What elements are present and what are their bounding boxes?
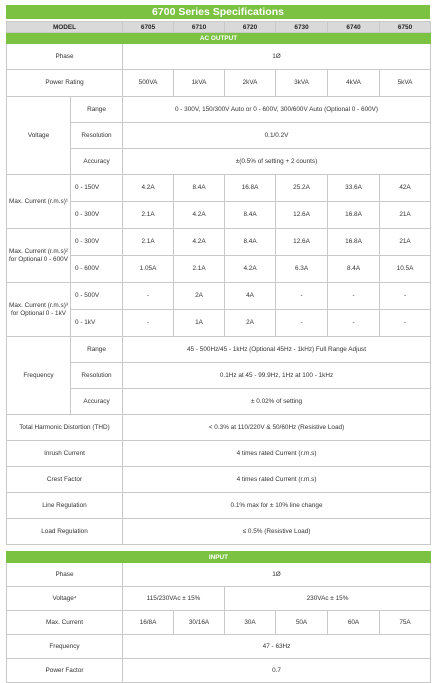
voltage-resolution-row — [7, 123, 431, 149]
input-frequency-value: 47 - 63Hz — [123, 635, 431, 659]
model-6750: 6750 — [380, 22, 431, 33]
model-header-row — [7, 22, 431, 33]
current-value: - — [123, 310, 174, 337]
current-value: 4.2A — [174, 229, 225, 256]
current-value: 1A — [174, 310, 225, 337]
input-power-factor-row — [7, 659, 431, 683]
input-current-value: 75A — [380, 611, 431, 635]
input-phase-label: Phase — [7, 563, 123, 587]
ac-output-section — [7, 33, 431, 44]
current-value: 4.2A — [174, 202, 225, 229]
input-phase-value: 1Ø — [123, 563, 431, 587]
max-current-1-row — [7, 202, 431, 229]
current-value: 4A — [225, 283, 276, 310]
model-6705: 6705 — [123, 22, 174, 33]
max-current-3-row — [7, 283, 431, 310]
model-6710: 6710 — [174, 22, 225, 33]
current-value: 2.1A — [123, 229, 174, 256]
frequency-accuracy-label: Accuracy — [71, 389, 123, 415]
load-regulation-row — [7, 519, 431, 545]
power-rating-value: 4kVA — [328, 70, 380, 97]
input-voltage-value-b: 230VAc ± 15% — [225, 587, 431, 611]
input-power-factor-label: Power Factor — [7, 659, 123, 683]
range-label: 0 - 300V — [71, 202, 123, 229]
phase-row — [7, 44, 431, 70]
input-current-value: 60A — [328, 611, 380, 635]
input-current-value: 16/8A — [123, 611, 174, 635]
frequency-accuracy-value: ± 0.02% of setting — [123, 389, 431, 415]
power-rating-value: 1kVA — [174, 70, 225, 97]
max-current-2-row — [7, 229, 431, 256]
current-value: 21A — [380, 229, 431, 256]
range-label: 0 - 600V — [71, 256, 123, 283]
current-value: - — [380, 310, 431, 337]
spacer-cell — [7, 545, 431, 552]
current-value: 12.6A — [276, 229, 328, 256]
current-value: 8.4A — [328, 256, 380, 283]
voltage-accuracy-row — [7, 149, 431, 175]
current-value: - — [276, 310, 328, 337]
input-power-factor-value: 0.7 — [123, 659, 431, 683]
crest-value: 4 times rated Current (r.m.s) — [123, 467, 431, 493]
current-value: 2A — [174, 283, 225, 310]
current-value: 2A — [225, 310, 276, 337]
input-voltage-label: Voltage⁴ — [7, 587, 123, 611]
max-current-1-label: Max. Current (r.m.s)¹ — [7, 175, 71, 229]
phase-label: Phase — [7, 44, 123, 70]
input-frequency-row — [7, 635, 431, 659]
current-value: 2.1A — [174, 256, 225, 283]
power-rating-value: 2kVA — [225, 70, 276, 97]
voltage-accuracy-value: ±(0.5% of setting + 2 counts) — [123, 149, 431, 175]
max-current-3-label: Max. Current (r.m.s)³ for Optional 0 - 1kV — [7, 283, 71, 337]
model-6720: 6720 — [225, 22, 276, 33]
current-value: 42A — [380, 175, 431, 202]
current-value: - — [276, 283, 328, 310]
frequency-range-value: 45 - 500Hz/45 - 1kHz (Optional 45Hz - 1kHz) Full Range Adjust — [123, 337, 431, 363]
voltage-resolution-value: 0.1/0.2V — [123, 123, 431, 149]
input-label: INPUT — [7, 552, 431, 563]
input-voltage-value-a: 115/230VAc ± 15% — [123, 587, 225, 611]
voltage-accuracy-label: Accuracy — [71, 149, 123, 175]
current-value: 8.4A — [225, 202, 276, 229]
voltage-range-row — [7, 97, 431, 123]
input-frequency-label: Frequency — [7, 635, 123, 659]
line-regulation-row — [7, 493, 431, 519]
current-value: 6.3A — [276, 256, 328, 283]
model-6740: 6740 — [328, 22, 380, 33]
input-current-value: 30A — [225, 611, 276, 635]
current-value: 16.8A — [225, 175, 276, 202]
range-label: 0 - 150V — [71, 175, 123, 202]
model-label: MODEL — [7, 22, 123, 33]
current-value: - — [123, 283, 174, 310]
power-rating-row — [7, 70, 431, 97]
voltage-range-value: 0 - 300V, 150/300V Auto or 0 - 600V, 300/600V Auto (Optional 0 - 600V) — [123, 97, 431, 123]
input-section — [7, 552, 431, 563]
current-value: - — [328, 283, 380, 310]
frequency-resolution-row — [7, 363, 431, 389]
model-6730: 6730 — [276, 22, 328, 33]
current-value: 4.2A — [225, 256, 276, 283]
frequency-range-row — [7, 337, 431, 363]
frequency-resolution-label: Resolution — [71, 363, 123, 389]
voltage-range-label: Range — [71, 97, 123, 123]
current-value: 21A — [380, 202, 431, 229]
thd-row — [7, 415, 431, 441]
spec-title: 6700 Series Specifications — [6, 5, 430, 19]
inrush-value: 4 times rated Current (r.m.s) — [123, 441, 431, 467]
load-regulation-value: ≤ 0.5% (Resistive Load) — [123, 519, 431, 545]
power-rating-value: 3kVA — [276, 70, 328, 97]
range-label: 0 - 1kV — [71, 310, 123, 337]
inrush-label: Inrush Current — [7, 441, 123, 467]
current-value: - — [380, 283, 431, 310]
input-voltage-row — [7, 587, 431, 611]
power-rating-value: 500VA — [123, 70, 174, 97]
range-label: 0 - 300V — [71, 229, 123, 256]
voltage-resolution-label: Resolution — [71, 123, 123, 149]
current-value: 2.1A — [123, 202, 174, 229]
input-current-value: 30/16A — [174, 611, 225, 635]
thd-label: Total Harmonic Distortion (THD) — [7, 415, 123, 441]
frequency-accuracy-row — [7, 389, 431, 415]
phase-value: 1Ø — [123, 44, 431, 70]
range-label: 0 - 500V — [71, 283, 123, 310]
line-regulation-value: 0.1% max for ± 10% line change — [123, 493, 431, 519]
crest-row — [7, 467, 431, 493]
current-value: 33.6A — [328, 175, 380, 202]
current-value: 16.8A — [328, 202, 380, 229]
current-value: 25.2A — [276, 175, 328, 202]
load-regulation-label: Load Regulation — [7, 519, 123, 545]
input-phase-row — [7, 563, 431, 587]
max-current-3-row — [7, 310, 431, 337]
voltage-label: Voltage — [7, 97, 71, 175]
current-value: 8.4A — [225, 229, 276, 256]
thd-value: < 0.3% at 110/220V & 50/60Hz (Resistive Load) — [123, 415, 431, 441]
inrush-row — [7, 441, 431, 467]
input-max-current-label: Max. Current — [7, 611, 123, 635]
crest-label: Crest Factor — [7, 467, 123, 493]
input-max-current-row — [7, 611, 431, 635]
ac-output-label: AC OUTPUT — [7, 33, 431, 44]
current-value: 4.2A — [123, 175, 174, 202]
max-current-1-row — [7, 175, 431, 202]
frequency-resolution-value: 0.1Hz at 45 - 99.9Hz, 1Hz at 100 - 1kHz — [123, 363, 431, 389]
current-value: 10.5A — [380, 256, 431, 283]
max-current-2-row — [7, 256, 431, 283]
frequency-label: Frequency — [7, 337, 71, 415]
power-rating-value: 5kVA — [380, 70, 431, 97]
input-current-value: 50A — [276, 611, 328, 635]
power-rating-label: Power Rating — [7, 70, 123, 97]
frequency-range-label: Range — [71, 337, 123, 363]
max-current-2-label: Max. Current (r.m.s)² for Optional 0 - 600V — [7, 229, 71, 283]
current-value: - — [328, 310, 380, 337]
current-value: 12.6A — [276, 202, 328, 229]
spec-table — [6, 21, 431, 683]
section-spacer — [7, 545, 431, 552]
current-value: 1.05A — [123, 256, 174, 283]
line-regulation-label: Line Regulation — [7, 493, 123, 519]
current-value: 8.4A — [174, 175, 225, 202]
current-value: 16.8A — [328, 229, 380, 256]
